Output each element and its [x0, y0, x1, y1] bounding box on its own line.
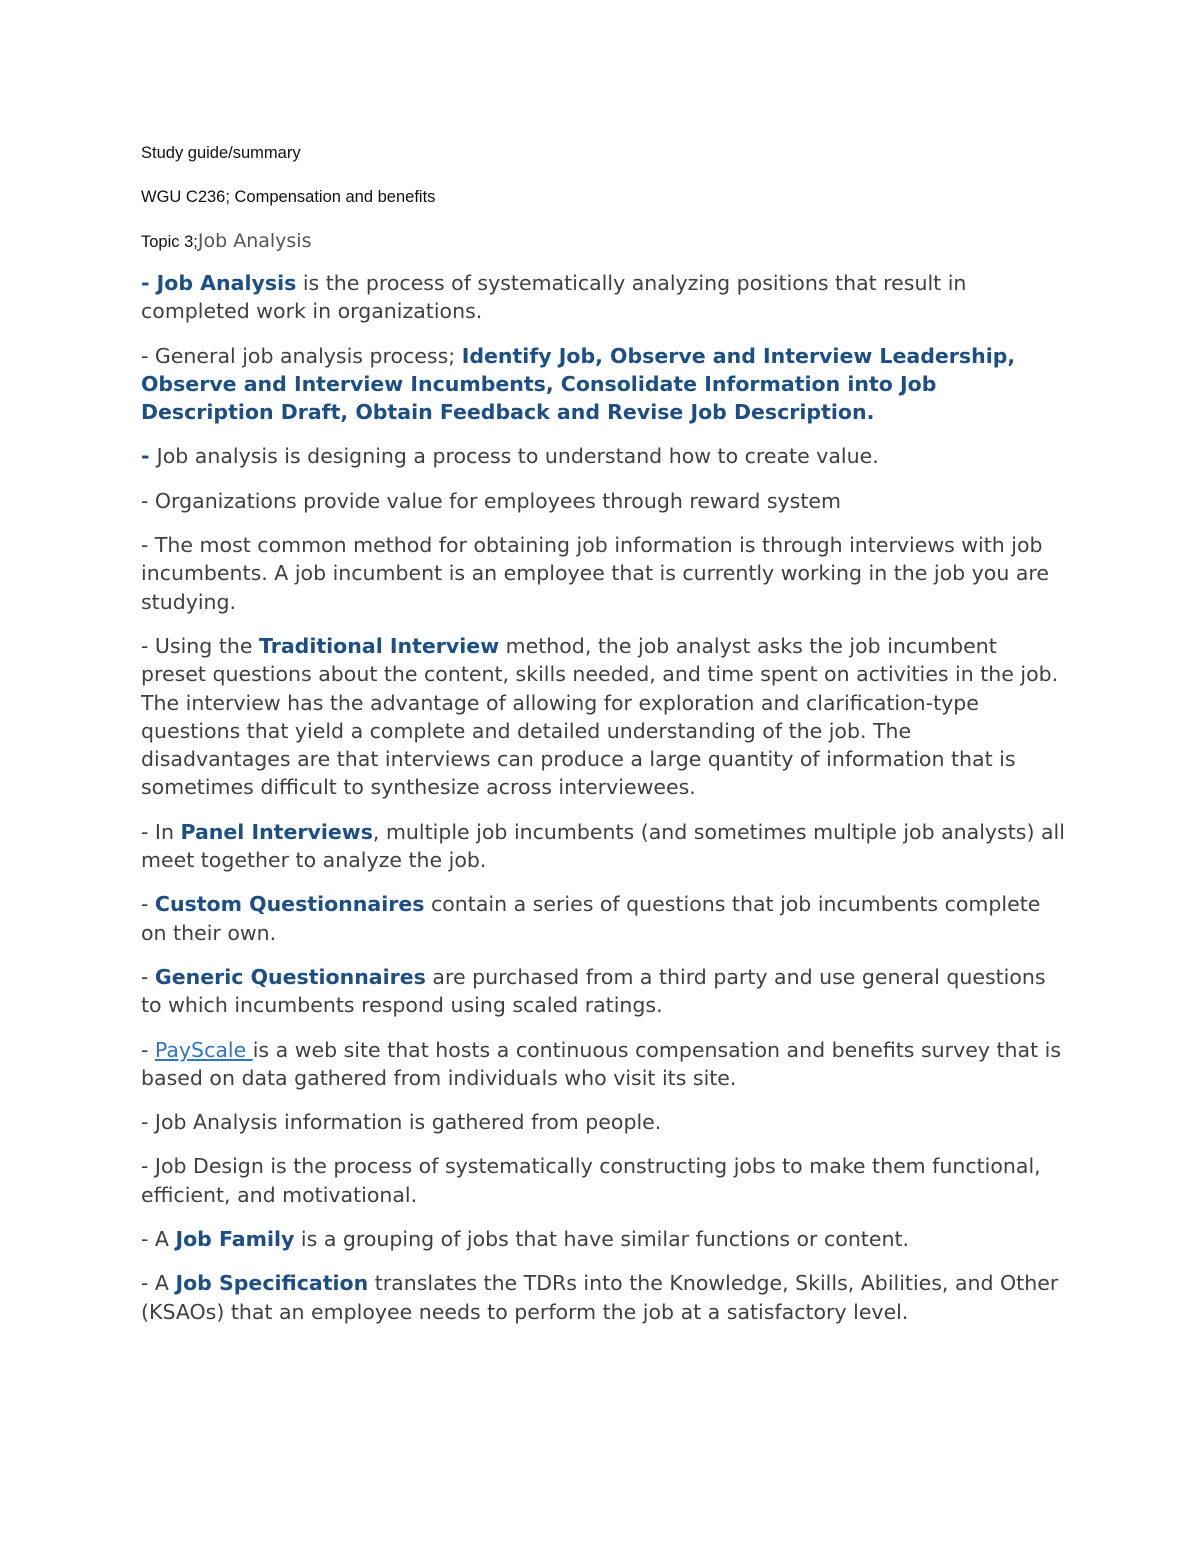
- paragraph-generic-questionnaires: [141, 963, 1066, 1020]
- key-term: Job Family: [175, 1227, 295, 1252]
- paragraph-payscale: [141, 1036, 1066, 1093]
- paragraph-designing-process: [141, 442, 1066, 470]
- key-term: Panel Interviews: [180, 819, 373, 844]
- paragraph-text: translates the TDRs into the Knowledge, Skills, Abilities, and Other (KSAOs) that an employee needs to perform the job at a satisfactory level.: [141, 1271, 1059, 1324]
- paragraph-text: method, the job analyst asks the job incumbent preset questions about the content, skills needed, and time spent on activities in the job. The interview has the advantage of allowing for exploration and clarification-type questions that yield a complete and detailed understanding of the job. The disadvantages are that interviews can produce a large quantity of information that is sometimes difficult to synthesize across interviewees.: [141, 633, 1059, 800]
- topic-heading: [141, 228, 1066, 255]
- paragraph-gathered-from-people: [141, 1108, 1066, 1136]
- paragraph-text: - Job Analysis information is gathered from people.: [141, 1110, 662, 1135]
- key-term: Custom Questionnaires: [154, 892, 425, 917]
- topic-label: Topic 3;: [141, 233, 198, 251]
- paragraph-text: is a grouping of jobs that have similar functions or content.: [294, 1227, 910, 1252]
- document-type-heading: Study guide/summary: [141, 144, 301, 162]
- paragraph-text: Job analysis is designing a process to understand how to create value.: [156, 444, 879, 469]
- paragraph-text: is the process of systematically analyzing positions that result in completed work in organizations.: [141, 271, 967, 324]
- paragraph-prefix: - A: [141, 1227, 176, 1252]
- paragraph-job-design: [141, 1152, 1066, 1209]
- course-heading: WGU C236; Compensation and benefits: [141, 188, 436, 206]
- document-page: [141, 140, 1066, 1342]
- paragraph-text: are purchased from a third party and use general questions to which incumbents respond using scaled ratings.: [141, 964, 1046, 1018]
- paragraph-text: - Job Design is the process of systematically constructing jobs to make them functional, efficient, and motivational.: [141, 1154, 1041, 1207]
- paragraph-text: - Organizations provide value for employees through reward system: [141, 488, 841, 513]
- paragraph-prefix: -: [141, 444, 157, 469]
- paragraph-prefix: -: [141, 892, 155, 917]
- paragraph-text: , multiple job incumbents (and sometimes multiple job analysts) all meet together to analyze the job.: [141, 819, 1065, 873]
- paragraph-prefix: - In: [141, 819, 181, 844]
- paragraph-prefix: -: [141, 1037, 155, 1062]
- paragraph-prefix: - Using the: [141, 633, 259, 658]
- paragraph-text: is a web site that hosts a continuous compensation and benefits survey that is based on data gathered from individuals who visit its site.: [141, 1037, 1061, 1090]
- key-term: Job Analysis: [156, 271, 297, 295]
- paragraph-prefix: - General job analysis process;: [141, 343, 462, 368]
- paragraph-common-method: [141, 531, 1066, 616]
- paragraph-text: contain a series of questions that job incumbents complete on their own.: [141, 892, 1041, 945]
- paragraph-reward-system: [141, 487, 1066, 515]
- key-term: Traditional Interview: [258, 633, 500, 658]
- paragraph-traditional-interview: [141, 632, 1066, 802]
- paragraph-job-specification: [141, 1269, 1066, 1326]
- paragraph-prefix: -: [141, 964, 155, 989]
- paragraph-prefix: - A: [141, 1271, 176, 1296]
- topic-value: Job Analysis: [197, 230, 312, 252]
- key-term: Generic Questionnaires: [154, 964, 426, 989]
- paragraph-prefix: -: [141, 271, 157, 295]
- paragraph-custom-questionnaires: [141, 890, 1066, 947]
- key-term: Identify Job, Observe and Interview Leadership, Observe and Interview Incumbents, Consolidate Information into Job Description Draft, Obtain Feedback and Revise Job Description.: [141, 343, 1016, 425]
- paragraph-panel-interviews: [141, 818, 1066, 875]
- key-term: Job Specification: [175, 1271, 369, 1296]
- paragraph-job-analysis-process: [141, 342, 1066, 427]
- paragraph-job-family: [141, 1225, 1066, 1253]
- payscale-link[interactable]: PayScale: [154, 1037, 253, 1062]
- paragraph-text: - The most common method for obtaining job information is through interviews with job incumbents. A job incumbent is an employee that is currently working in the job you are studying.: [141, 533, 1049, 614]
- paragraph-job-analysis-definition: [141, 269, 1066, 326]
